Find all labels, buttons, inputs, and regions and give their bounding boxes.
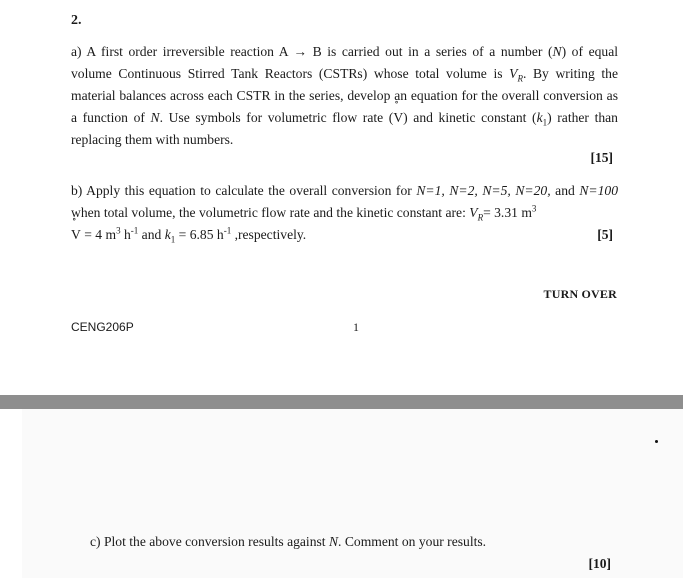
part-a-marks: [15] bbox=[590, 150, 613, 165]
question-number: 2. bbox=[71, 13, 82, 28]
part-b-text: b) Apply this equation to calculate the overall conversion for N=1, N=2, N=5, N=20, and N=100 when total volume, the volumetric flow rate and the kinetic constant are: $V_R= 3.31$ $m^3$ ∘ V = 4 $m^3$ $h^{-1}$ and $k_1 = 6.85$ $h^{-1}$ ,respectively. bbox=[71, 180, 618, 246]
page-number: 1 bbox=[353, 320, 359, 334]
page-2-margin bbox=[0, 409, 22, 578]
turn-over-label: TURN OVER bbox=[543, 287, 617, 301]
course-code: CENG206P bbox=[71, 320, 134, 334]
speck-mark bbox=[655, 440, 658, 443]
exam-page-2 bbox=[0, 409, 683, 578]
part-c-text: c) Plot the above conversion results against N. Comment on your results. bbox=[90, 534, 487, 549]
page-separator bbox=[0, 395, 683, 409]
part-a-text: a) A first order irreversible reaction A → B is carried out in a series of a number (N) of equal volume Continuous Stirred Tank Reactors (CSTRs) whose total volume is $V_R$. By writing the material balances across each CSTR in the series, develop an equation for the overall conversion as a function of N. Use symbols for volumetric flow rate (∘ V) and kinetic constant $(k_1)$ rather than replacing them with numbers. bbox=[71, 41, 618, 151]
part-b-marks: [5] bbox=[597, 227, 613, 242]
part-c-marks: [10] bbox=[588, 556, 611, 571]
